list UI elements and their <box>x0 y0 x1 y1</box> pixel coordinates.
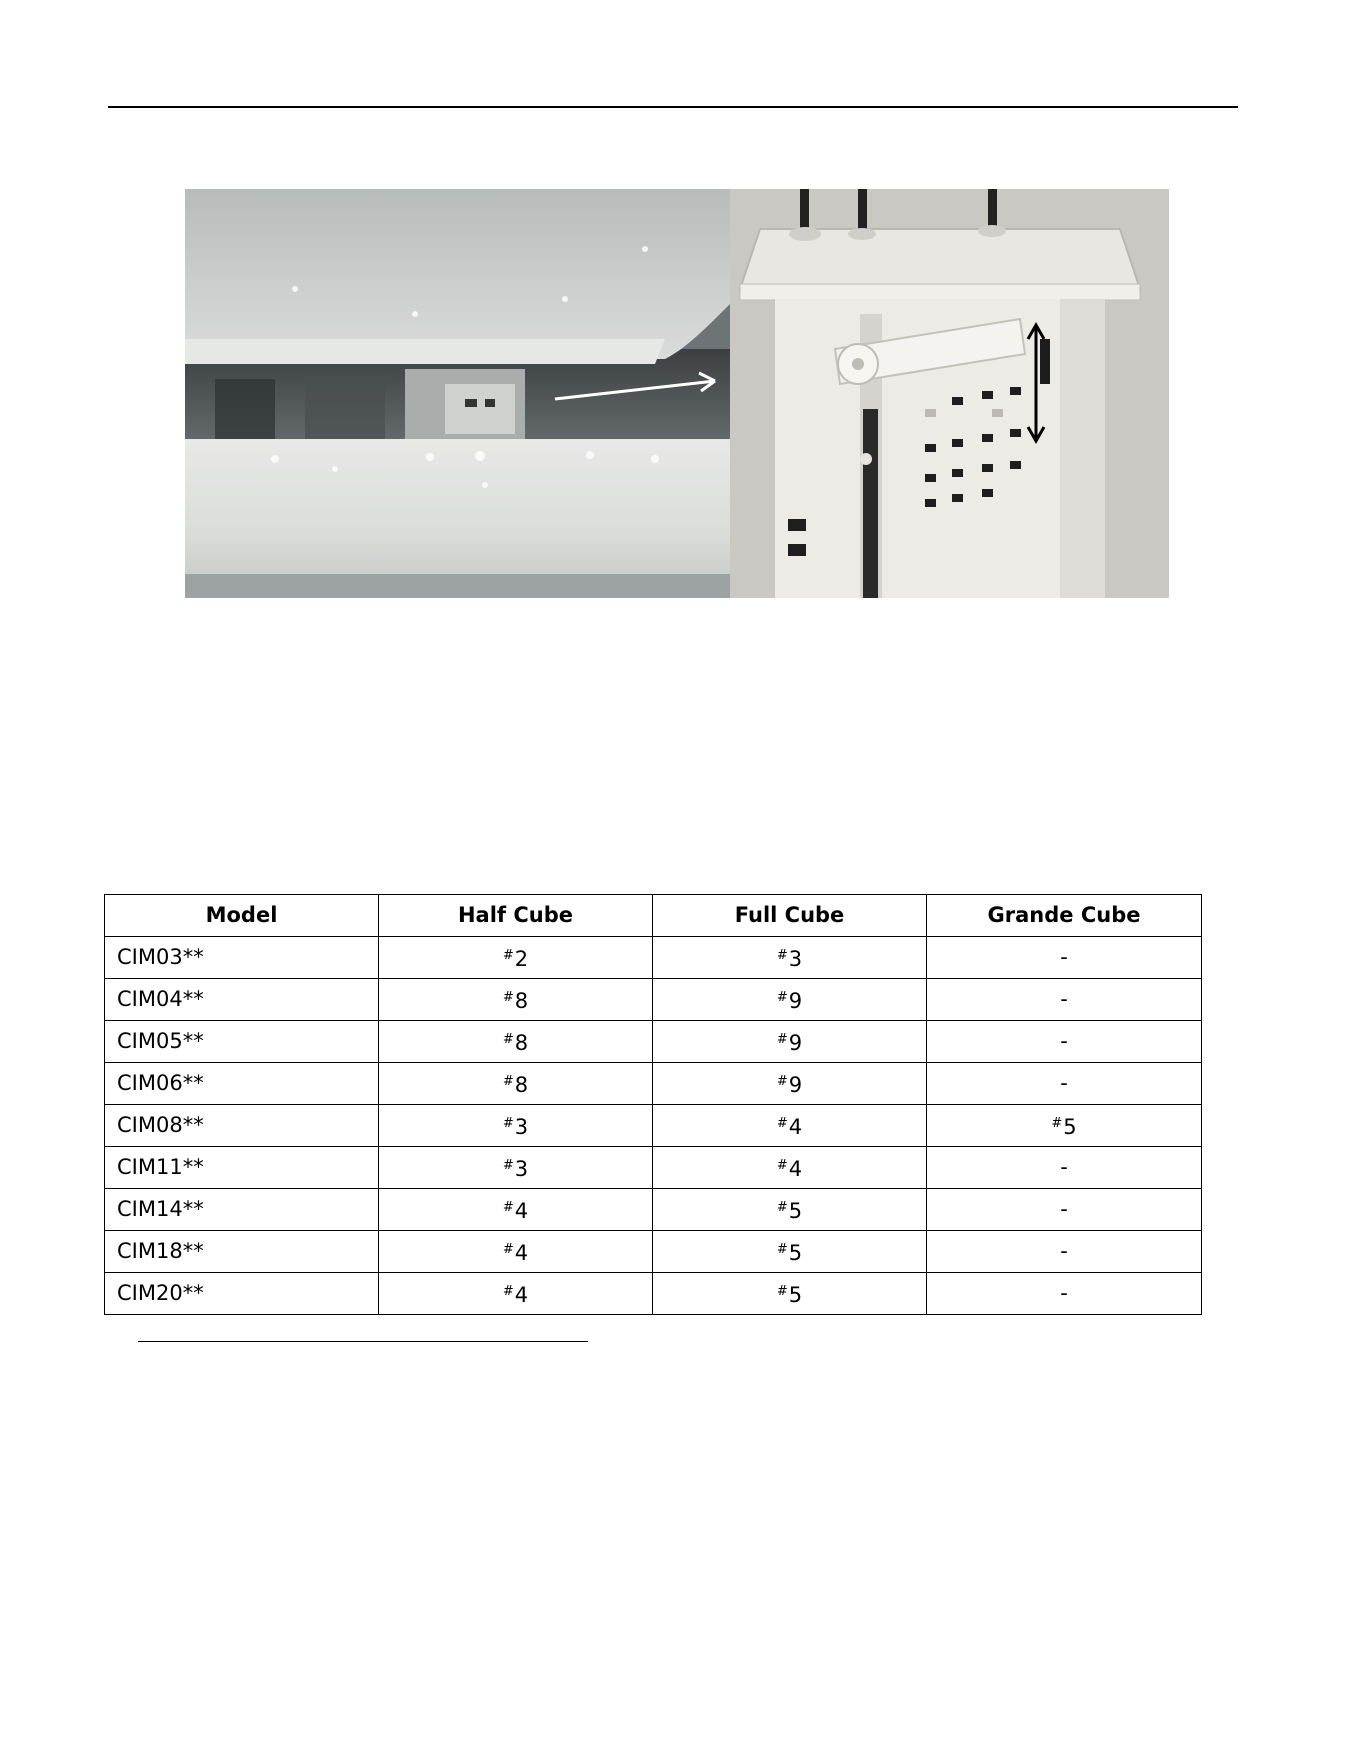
table-row <box>105 1231 1202 1273</box>
model-cell: CIM18** <box>105 1231 379 1273</box>
model-cell: CIM11** <box>105 1147 379 1189</box>
grande-cube-cell: - <box>927 1231 1202 1273</box>
full-cube-cell: #5 <box>653 1189 927 1231</box>
full-cube-cell: #3 <box>653 937 927 979</box>
grande-cube-cell: - <box>927 1189 1202 1231</box>
header-half-cube: Half Cube <box>379 895 653 937</box>
table-row <box>105 1273 1202 1315</box>
model-cell: CIM06** <box>105 1063 379 1105</box>
ice-machine-interior-photo <box>185 189 730 598</box>
header-grande-cube: Grande Cube <box>927 895 1202 937</box>
full-cube-cell: #9 <box>653 1021 927 1063</box>
half-cube-cell: #3 <box>379 1105 653 1147</box>
grande-cube-cell: - <box>927 937 1202 979</box>
table-row <box>105 1063 1202 1105</box>
table-row <box>105 979 1202 1021</box>
header-rule <box>108 106 1238 108</box>
half-cube-cell: #4 <box>379 1231 653 1273</box>
full-cube-cell: #5 <box>653 1273 927 1315</box>
half-cube-cell: #4 <box>379 1189 653 1231</box>
half-cube-cell: #2 <box>379 937 653 979</box>
model-cell: CIM20** <box>105 1273 379 1315</box>
section-rule <box>138 1341 588 1342</box>
half-cube-cell: #8 <box>379 979 653 1021</box>
header-model: Model <box>105 895 379 937</box>
full-cube-cell: #4 <box>653 1105 927 1147</box>
grande-cube-cell: - <box>927 1021 1202 1063</box>
grande-cube-cell: - <box>927 1063 1202 1105</box>
half-cube-cell: #4 <box>379 1273 653 1315</box>
table-row <box>105 1189 1202 1231</box>
cube-size-table <box>104 894 1202 1315</box>
grande-cube-cell: - <box>927 979 1202 1021</box>
table-row <box>105 1147 1202 1189</box>
cube-size-switch-photo <box>730 189 1169 598</box>
half-cube-cell: #8 <box>379 1063 653 1105</box>
grande-cube-cell: - <box>927 1273 1202 1315</box>
model-cell: CIM03** <box>105 937 379 979</box>
full-cube-cell: #4 <box>653 1147 927 1189</box>
full-cube-cell: #5 <box>653 1231 927 1273</box>
table-header-row <box>105 895 1202 937</box>
half-cube-cell: #3 <box>379 1147 653 1189</box>
table-row <box>105 1105 1202 1147</box>
full-cube-cell: #9 <box>653 1063 927 1105</box>
model-cell: CIM08** <box>105 1105 379 1147</box>
half-cube-cell: #8 <box>379 1021 653 1063</box>
full-cube-cell: #9 <box>653 979 927 1021</box>
model-cell: CIM05** <box>105 1021 379 1063</box>
header-full-cube: Full Cube <box>653 895 927 937</box>
grande-cube-cell: - <box>927 1147 1202 1189</box>
model-cell: CIM14** <box>105 1189 379 1231</box>
grande-cube-cell: #5 <box>927 1105 1202 1147</box>
table-row <box>105 937 1202 979</box>
table-row <box>105 1021 1202 1063</box>
model-cell: CIM04** <box>105 979 379 1021</box>
